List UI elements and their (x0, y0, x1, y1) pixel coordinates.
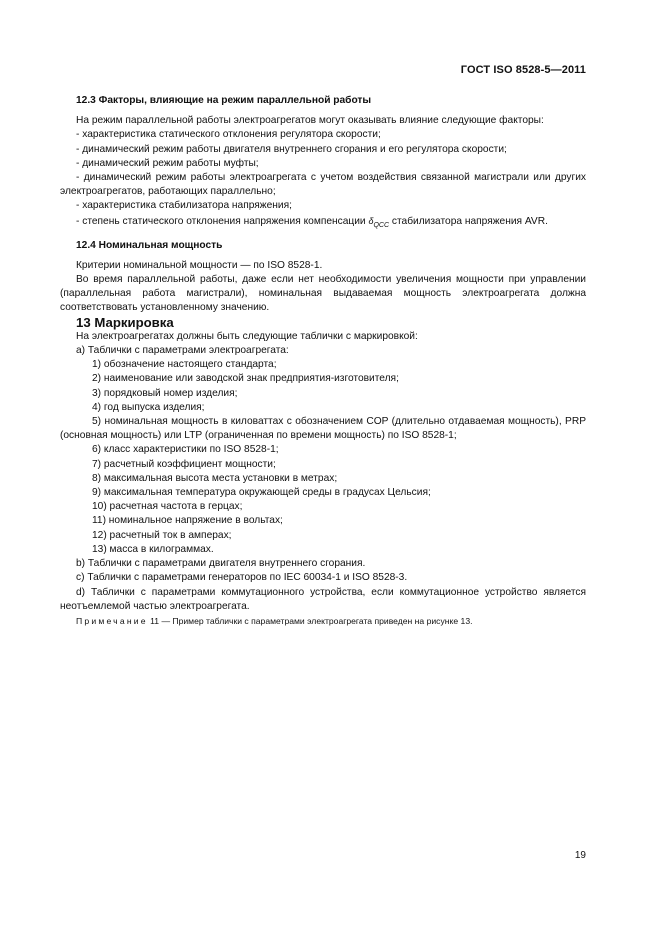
factor-item: - характеристика стабилизатора напряжения; (76, 200, 292, 212)
note (60, 614, 586, 628)
note-text: 11 — Пример таблички с параметрами электроагрегата приведен на рисунке 13. (150, 615, 473, 626)
plate-param-item: 13) масса в килограммах. (92, 543, 214, 555)
section-12-4-title: 12.4 Номинальная мощность (76, 239, 223, 251)
list-item-d: d) Таблички с параметрами коммутационного устройства, если коммутационное устройство является неотъемлемой частью электроагрегата. (60, 586, 586, 612)
delta-qcc-symbol: $\delta_{QCC}$ (368, 215, 390, 229)
factor-item: - динамический режим работы муфты; (76, 157, 259, 169)
plate-param-item: 2) наименование или заводской знак предприятия-изготовителя; (92, 373, 399, 385)
plate-param-item: 4) год выпуска изделия; (92, 401, 205, 413)
factor-item: - динамический режим работы двигателя внутреннего сгорания и его регулятора скорости; (76, 143, 507, 155)
section-12-4-parallel: Во время параллельной работы, даже если нет необходимости увеличения мощности при управлении (параллельная работа магистрали), номинальная выдаваемая мощность электроагрегата должна соответствовать установленному значению. (60, 274, 586, 314)
list-item-a: а) Таблички с параметрами электроагрегата: (76, 345, 289, 357)
list-item-c: c) Таблички с параметрами генераторов по IEC 60034-1 и ISO 8528-3. (76, 572, 408, 584)
section-12-3-intro: На режим параллельной работы электроагрегатов могут оказывать влияние следующие факторы: (76, 115, 544, 127)
plate-param-item: 11) номинальное напряжение в вольтах; (92, 515, 283, 527)
plate-param-item: 9) максимальная температура окружающей среды в градусах Цельсия; (92, 487, 431, 499)
page-number: 19 (574, 850, 586, 861)
plate-param-item: 1) обозначение настоящего стандарта; (92, 359, 277, 371)
plate-param-item: 6) класс характеристики по ISO 8528-1; (92, 444, 279, 456)
section-13-title: 13 Маркировка (76, 314, 174, 330)
document-header: ГОСТ ISO 8528-5—2011 (460, 64, 586, 76)
section-12-3-title: 12.3 Факторы, влияющие на режим параллельной работы (76, 95, 372, 106)
section-12-4-criteria: Критерии номинальной мощности — по ISO 8528-1. (76, 259, 323, 271)
factor-item: - динамический режим работы электроагрегата с учетом воздействия связанной магистрали или других электроагрегатов, работающих параллельно; (60, 172, 586, 198)
plate-param-item: 10) расчетная частота в герцах; (92, 501, 243, 513)
list-item-b: b) Таблички с параметрами двигателя внутреннего сгорания. (76, 558, 366, 570)
factor-item-last: - степень статического отклонения напряжения компенсации $\delta_{QCC}$ стабилизатора напряжения AVR. (76, 215, 548, 229)
note-label: Примечание (76, 615, 148, 626)
plate-param-item: 5) номинальная мощность в киловаттах с обозначением COP (длительно отдаваемая мощность), PRP (основная мощность) или LTP (ограниченная по времени мощность) по ISO 8528-1; (60, 416, 586, 442)
page-content (60, 94, 586, 628)
plate-param-item: 3) порядковый номер изделия; (92, 387, 238, 399)
plate-param-item: 12) расчетный ток в амперах; (92, 529, 232, 541)
section-13-intro: На электроагрегатах должны быть следующие таблички с маркировкой: (76, 330, 418, 342)
factor-item: - характеристика статического отклонения регулятора скорости; (76, 129, 381, 141)
plate-param-item: 8) максимальная высота места установки в метрах; (92, 472, 338, 484)
plate-param-item: 7) расчетный коэффициент мощности; (92, 458, 276, 470)
